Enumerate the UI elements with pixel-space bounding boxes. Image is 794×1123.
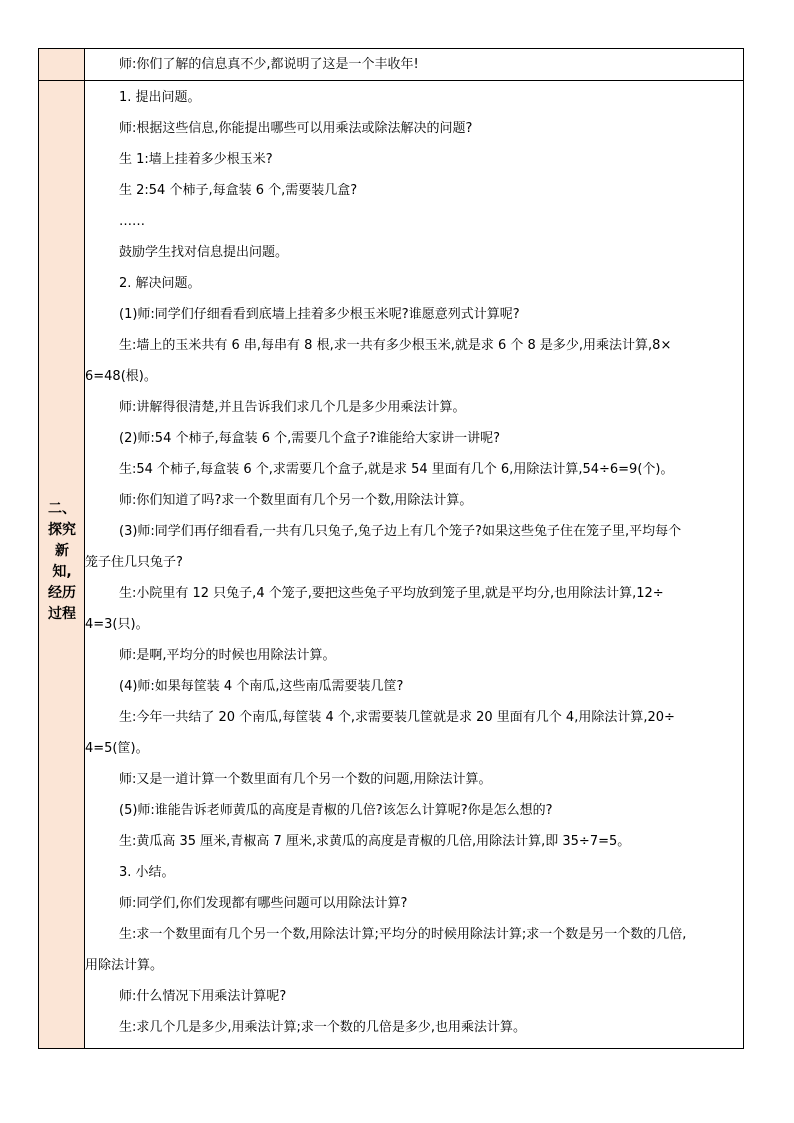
paragraph-line: 4=3(只)。 [85,617,149,632]
paragraph-line: 4=5(筐)。 [85,741,149,756]
paragraph-line: 生:小院里有 12 只兔子,4 个笼子,要把这些兔子平均放到笼子里,就是平均分,也用除法计算,12÷ [119,586,664,601]
paragraph: 师:同学们,你们发现都有哪些问题可以用除法计算? [119,896,408,911]
paragraph-line: 生:今年一共结了 20 个南瓜,每筐装 4 个,求需要装几筐就是求 20 里面有几个 4,用除法计算,20÷ [119,710,675,725]
paragraph-line: 6=48(根)。 [85,369,157,384]
paragraph: …… [119,214,145,229]
paragraph: (2)师:54 个柿子,每盒装 6 个,需要几个盒子?谁能给大家讲一讲呢? [119,431,501,446]
paragraph [85,702,733,764]
paragraph: 3. 小结。 [119,865,175,880]
row-text: 师:你们了解的信息真不少,都说明了这是一个丰收年! [119,57,419,72]
paragraph [85,578,733,640]
paragraph: 2. 解决问题。 [119,276,201,291]
paragraph: 生 1:墙上挂着多少根玉米? [119,152,273,167]
paragraph [85,516,733,578]
paragraph: 师:什么情况下用乘法计算呢? [119,989,287,1004]
paragraph: 生 2:54 个柿子,每盒装 6 个,需要装几盒? [119,183,358,198]
paragraph: 1. 提出问题。 [119,90,201,105]
content-cell [85,49,743,80]
lesson-plan-table [38,48,744,1049]
paragraph [85,330,733,392]
section-label-cell [39,81,85,1048]
paragraph: (1)师:同学们仔细看看到底墙上挂着多少根玉米呢?谁愿意列式计算呢? [119,307,520,322]
paragraph: 师:根据这些信息,你能提出哪些可以用乘法或除法解决的问题? [119,121,473,136]
paragraph-line: (3)师:同学们再仔细看看,一共有几只兔子,兔子边上有几个笼子?如果这些兔子住在笼子里,平均每个 [119,524,682,539]
section-label-cell [39,49,85,80]
paragraph-line: 笼子住几只兔子? [85,555,183,570]
paragraph: 师:是啊,平均分的时候也用除法计算。 [119,648,336,663]
paragraph-line: 用除法计算。 [85,958,164,973]
table-row [39,49,743,81]
paragraph-line: 生:墙上的玉米共有 6 串,每串有 8 根,求一共有多少根玉米,就是求 6 个 8 是多少,用乘法计算,8× [119,338,672,353]
paragraph: (5)师:谁能告诉老师黄瓜的高度是青椒的几倍?该怎么计算呢?你是怎么想的? [119,803,553,818]
table-row [39,81,743,1048]
content-cell [85,81,743,1048]
paragraph: (4)师:如果每筐装 4 个南瓜,这些南瓜需要装几筐? [119,679,404,694]
paragraph: 生:54 个柿子,每盒装 6 个,求需要几个盒子,就是求 54 里面有几个 6,用除法计算,54÷6=9(个)。 [119,462,674,477]
paragraph: 鼓励学生找对信息提出问题。 [119,245,289,260]
section-title: 二、 探究 新 知, 经历 过程 [48,501,76,622]
paragraph: 生:求几个几是多少,用乘法计算;求一个数的几倍是多少,也用乘法计算。 [119,1020,527,1035]
paragraph-line: 生:求一个数里面有几个另一个数,用除法计算;平均分的时候用除法计算;求一个数是另一个数的几倍, [119,927,687,942]
paragraph: 生:黄瓜高 35 厘米,青椒高 7 厘米,求黄瓜的高度是青椒的几倍,用除法计算,即 35÷7=5。 [119,834,631,849]
paragraph [85,919,733,981]
paragraph: 师:讲解得很清楚,并且告诉我们求几个几是多少用乘法计算。 [119,400,466,415]
paragraph: 师:你们知道了吗?求一个数里面有几个另一个数,用除法计算。 [119,493,473,508]
paragraph: 师:又是一道计算一个数里面有几个另一个数的问题,用除法计算。 [119,772,492,787]
